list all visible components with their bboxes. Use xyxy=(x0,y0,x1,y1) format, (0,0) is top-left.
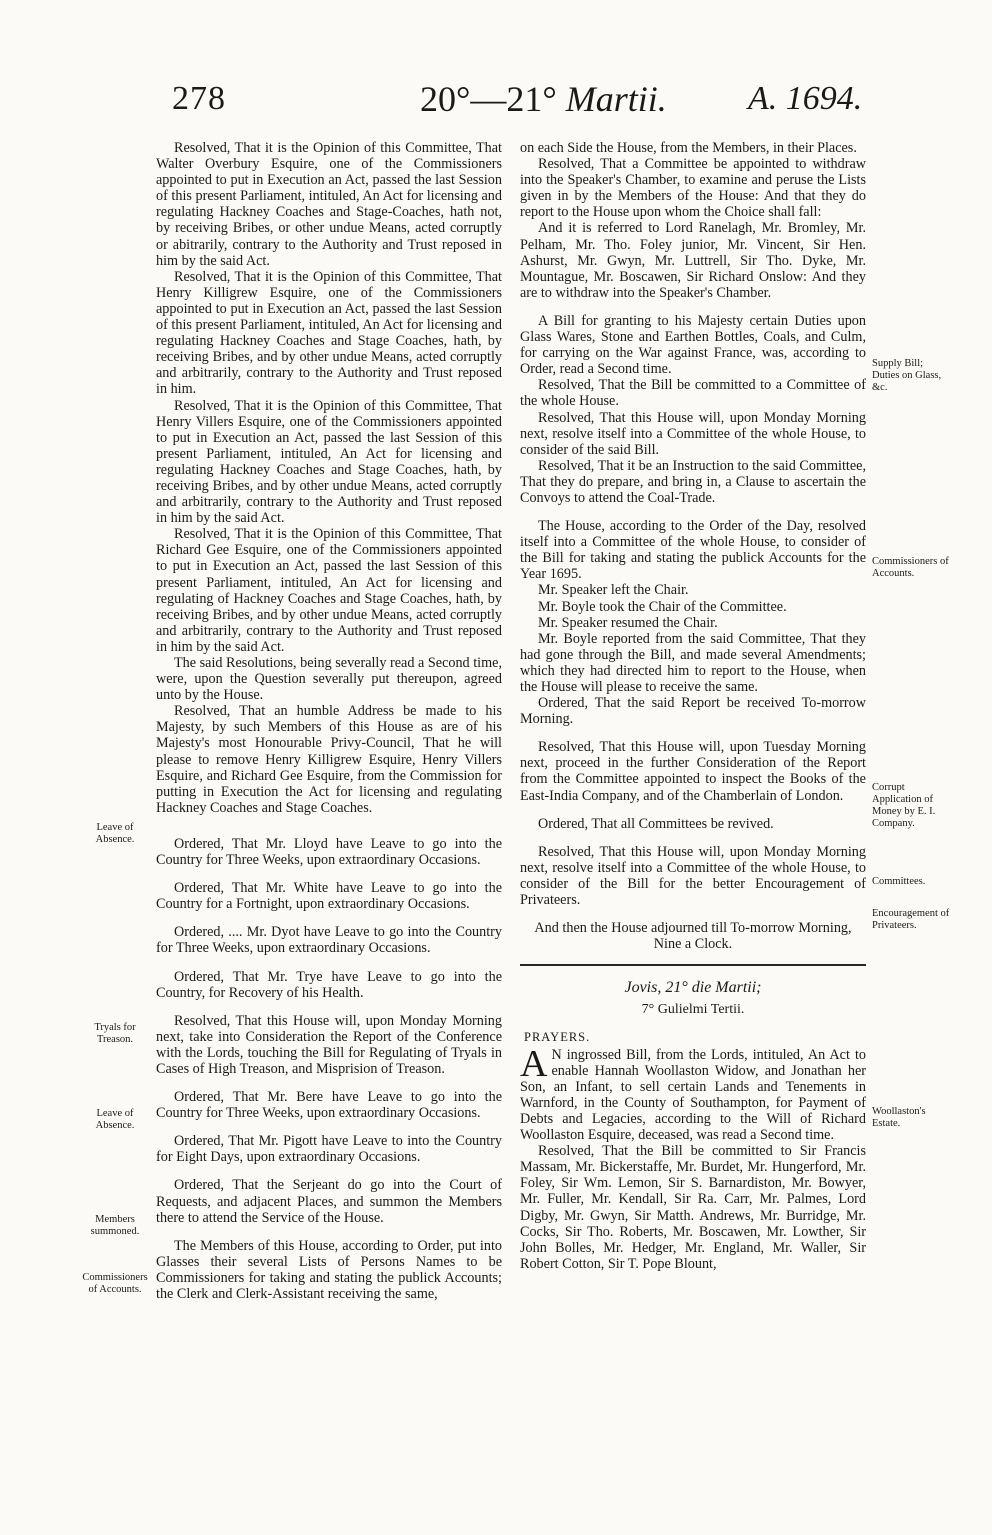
paragraph: Ordered, That the Serjeant do go into the Court of Requests, and adjacent Places, and summon the Members there to attend the Service of the House. xyxy=(156,1177,502,1226)
margin-note-members-summoned: Members summoned. xyxy=(90,1214,140,1237)
paragraph: Resolved, That it is the Opinion of this Committee, That Henry Killigrew Esquire, one of the Commissioners appointed to put in Execution an Act, passed the last Session of this present Parliament, intituled, An Act for licensing and regulating Hackney Coaches and Stage Coaches, hath, by receiving Bribes, and by other undue Means, acted corruptly and arbitrarily, contrary to the Authority and Trust reposed in him. xyxy=(156,268,502,398)
paragraph: Ordered, That the said Report be received To-morrow Morning. xyxy=(520,695,866,728)
margin-note-leave-of-absence: Leave of Absence. xyxy=(95,822,135,845)
left-column xyxy=(156,140,502,1302)
margin-note-leave-of-absence: Leave of Absence. xyxy=(95,1108,135,1131)
paragraph: Mr. Boyle took the Chair of the Committee. xyxy=(538,598,787,615)
paragraph: Mr. Speaker left the Chair. xyxy=(538,582,689,599)
margin-note-commissioners: Commissioners of Accounts. xyxy=(82,1272,148,1295)
margin-note-commissioners: Commissioners of Accounts. xyxy=(872,556,949,579)
paragraph: Ordered, That all Committees be revived. xyxy=(538,815,774,832)
paragraph: Resolved, That this House will, upon Tuesday Morning next, proceed in the further Consideration of the Report from the Committee appointed to inspect the Books of the East-India Company, and of the Chamberlain of London. xyxy=(520,739,866,804)
paragraph: Ordered, .... Mr. Dyot have Leave to go into the Country for Three Weeks, upon extraordinary Occasions. xyxy=(156,924,502,957)
paragraph: A Bill for granting to his Majesty certain Duties upon Glass Wares, Stone and Earthen Bottles, Coals, and Culm, for carrying on the War against France, was, according to Order, read a Second time. xyxy=(520,312,866,378)
day-heading: Jovis, 21° die Martii; xyxy=(624,979,762,997)
paragraph: Resolved, That the Bill be committed to Sir Francis Massam, Mr. Bickerstaffe, Mr. Burdet, Mr. Hungerford, Mr. Foley, Sir Wm. Lemon, Sir S. Barnardiston, Mr. Bowyer, Mr. Fuller, Mr. Kendall, Sir Ra. Carr, Mr. Palmes, Lord Digby, Mr. Gwyn, Sir Matth. Andrews, Mr. Burridge, Mr. Cocks, Sir Tho. Roberts, Mr. Boscawen, Mr. Lowther, Sir John Bolles, Mr. Hedger, Mr. England, Mr. Waller, Sir Robert Cotton, Sir T. Pope Blount, xyxy=(520,1143,866,1272)
paragraph: Resolved, That a Committee be appointed to withdraw into the Speaker's Chamber, to examine and peruse the Lists given in by the Members of the House: And that they do report to the House upon whom the Choice shall fall: xyxy=(520,156,866,221)
paragraph: And it is referred to Lord Ranelagh, Mr. Bromley, Mr. Pelham, Mr. Tho. Foley junior, Mr. Vincent, Sir Hen. Ashurst, Mr. Gwyn, Mr. Luttrell, Sir Tho. Dyke, Mr. Mountague, Mr. Boscawen, Sir Richard Onslow: And they are to withdraw into the Speaker's Chamber. xyxy=(520,220,866,301)
paragraph: Resolved, That this House will, upon Monday Morning next, take into Consideration the Report of the Conference with the Lords, touching the Bill for Regulating of Tryals in Cases of High Treason, and Misprision of Treason. xyxy=(156,1012,502,1077)
margin-note-corrupt-application: Corrupt Application of Money by E. I. Company. xyxy=(872,782,936,829)
paragraph: Ordered, That Mr. Pigott have Leave to into the Country for Eight Days, upon extraordinary Occasions. xyxy=(156,1133,502,1166)
margin-note-encouragement: Encouragement of Privateers. xyxy=(872,908,950,931)
paragraph: Ordered, That Mr. Trye have Leave to go into the Country, for Recovery of his Health. xyxy=(156,968,502,1001)
date-title: 20°—21° Martii. xyxy=(420,79,667,119)
paragraph: Resolved, That this House will, upon Monday Morning next, resolve itself into a Committee of the whole House, to consider of the said Bill. xyxy=(520,409,866,458)
paragraph: Resolved, That the Bill be committed to a Committee of the whole House. xyxy=(520,377,866,410)
paragraph: The House, according to the Order of the Day, resolved itself into a Committee of the whole House, to consider of the Bill for taking and stating the publick Accounts for the Year 1695. xyxy=(520,518,866,583)
paragraph: Resolved, That it is the Opinion of this Committee, That Henry Villers Esquire, one of the Commissioners appointed to put in Execution an Act, passed the last Session of this present Parliament, intituled, An Act for licensing and regulating Hackney Coaches and Stage Coaches, hath, by receiving Bribes, and by other undue Means, acted corruptly and arbitrarily, contrary to the Authority and Trust reposed in him by the said Act. xyxy=(156,397,502,527)
paragraph: on each Side the House, from the Members, in their Places. xyxy=(520,140,857,156)
section-divider xyxy=(520,964,866,966)
paragraph: Mr. Boyle reported from the said Committee, That they had gone through the Bill, and made several Amendments; which they had directed him to report to the House, when the House will please to receive the same. xyxy=(520,630,866,695)
drop-cap: A xyxy=(520,1042,548,1085)
paragraph: Mr. Speaker resumed the Chair. xyxy=(538,614,718,631)
paragraph: Resolved, That it is the Opinion of this Committee, That Richard Gee Esquire, one of the Commissioners appointed to put in Execution an Act, passed the last Session of this present Parliament, intituled, An Act for licensing and regulating of Hackney Coaches and Stage Coaches, hath, by receiving Bribes, and by other undue Means, acted corruptly and arbitrarily, contrary to the Authority and Trust reposed in him by the said Act. xyxy=(156,526,502,655)
regnal-year: 7° Gulielmi Tertii. xyxy=(641,1002,745,1018)
paragraph: Resolved, That an humble Address be made to his Majesty, by such Members of this House as are of his Majesty's most Honourable Privy-Council, That he will please to remove Henry Killigrew Esquire, Henry Villers Esquire, and Richard Gee Esquire, from the Commission for putting in Execution the Act for licensing and regulating Hackney Coaches and Stage Coaches. xyxy=(156,703,502,816)
prayers-heading: PRAYERS. xyxy=(524,1029,591,1044)
margin-note-tryals: Tryals for Treason. xyxy=(94,1022,136,1045)
year-heading: A. 1694. xyxy=(748,80,863,117)
paragraph: Resolved, That it be an Instruction to the said Committee, That they do prepare, and bring in, a Clause to ascertain the Convoys to attend the Coal-Trade. xyxy=(520,457,866,506)
paragraph: The Members of this House, according to Order, put into Glasses their several Lists of Persons Names to be Commissioners for taking and stating the publick Accounts; the Clerk and Clerk-Assistant receiving the same, xyxy=(156,1237,502,1302)
margin-note-committees: Committees. xyxy=(872,876,926,887)
paragraph: The said Resolutions, being severally read a Second time, were, upon the Question severally put thereupon, agreed unto by the House. xyxy=(156,655,502,704)
paragraph: Ordered, That Mr. White have Leave to go into the Country for a Fortnight, upon extraordinary Occasions. xyxy=(156,880,502,913)
page-header xyxy=(0,74,992,134)
page-number: 278 xyxy=(172,80,226,117)
paragraph: Resolved, That it is the Opinion of this Committee, That Walter Overbury Esquire, one of the Commissioners appointed to put in Execution an Act, passed the last Session of this present Parliament, intituled, An Act for licensing and regulating Hackney Coaches and Stage-Coaches, hath not, by receiving Bribes, or other undue Means, acted corruptly or abitrarily, contrary to the Authority and Trust reposed in him by the said Act. xyxy=(156,140,502,269)
right-column xyxy=(520,140,866,1272)
paragraph: Ordered, That Mr. Bere have Leave to go into the Country for Three Weeks, upon extraordinary Occasions. xyxy=(156,1089,502,1122)
adjournment: And then the House adjourned till To-morrow Morning, Nine a Clock. xyxy=(534,920,852,953)
paragraph: A N ingrossed Bill, from the Lords, intituled, An Act to enable Hannah Woollaston Widow, and Jonathan her Son, an Infant, to sell certain Lands and Tenements in Warnford, in the County of Southampton, for Payment of Debts and Legacies, according to the Will of Richard Woollaston Esquire, deceased, was read a Second time. xyxy=(520,1042,866,1144)
paragraph: Ordered, That Mr. Lloyd have Leave to go into the Country for Three Weeks, upon extraordinary Occasions. xyxy=(156,835,502,869)
margin-note-woollaston: Woollaston's Estate. xyxy=(872,1106,926,1129)
margin-note-supply-bill: Supply Bill; Duties on Glass, &c. xyxy=(872,358,942,393)
paragraph: Resolved, That this House will, upon Monday Morning next, resolve itself into a Committee of the whole House, to consider of the Bill for the better Encouragement of Privateers. xyxy=(520,843,866,909)
